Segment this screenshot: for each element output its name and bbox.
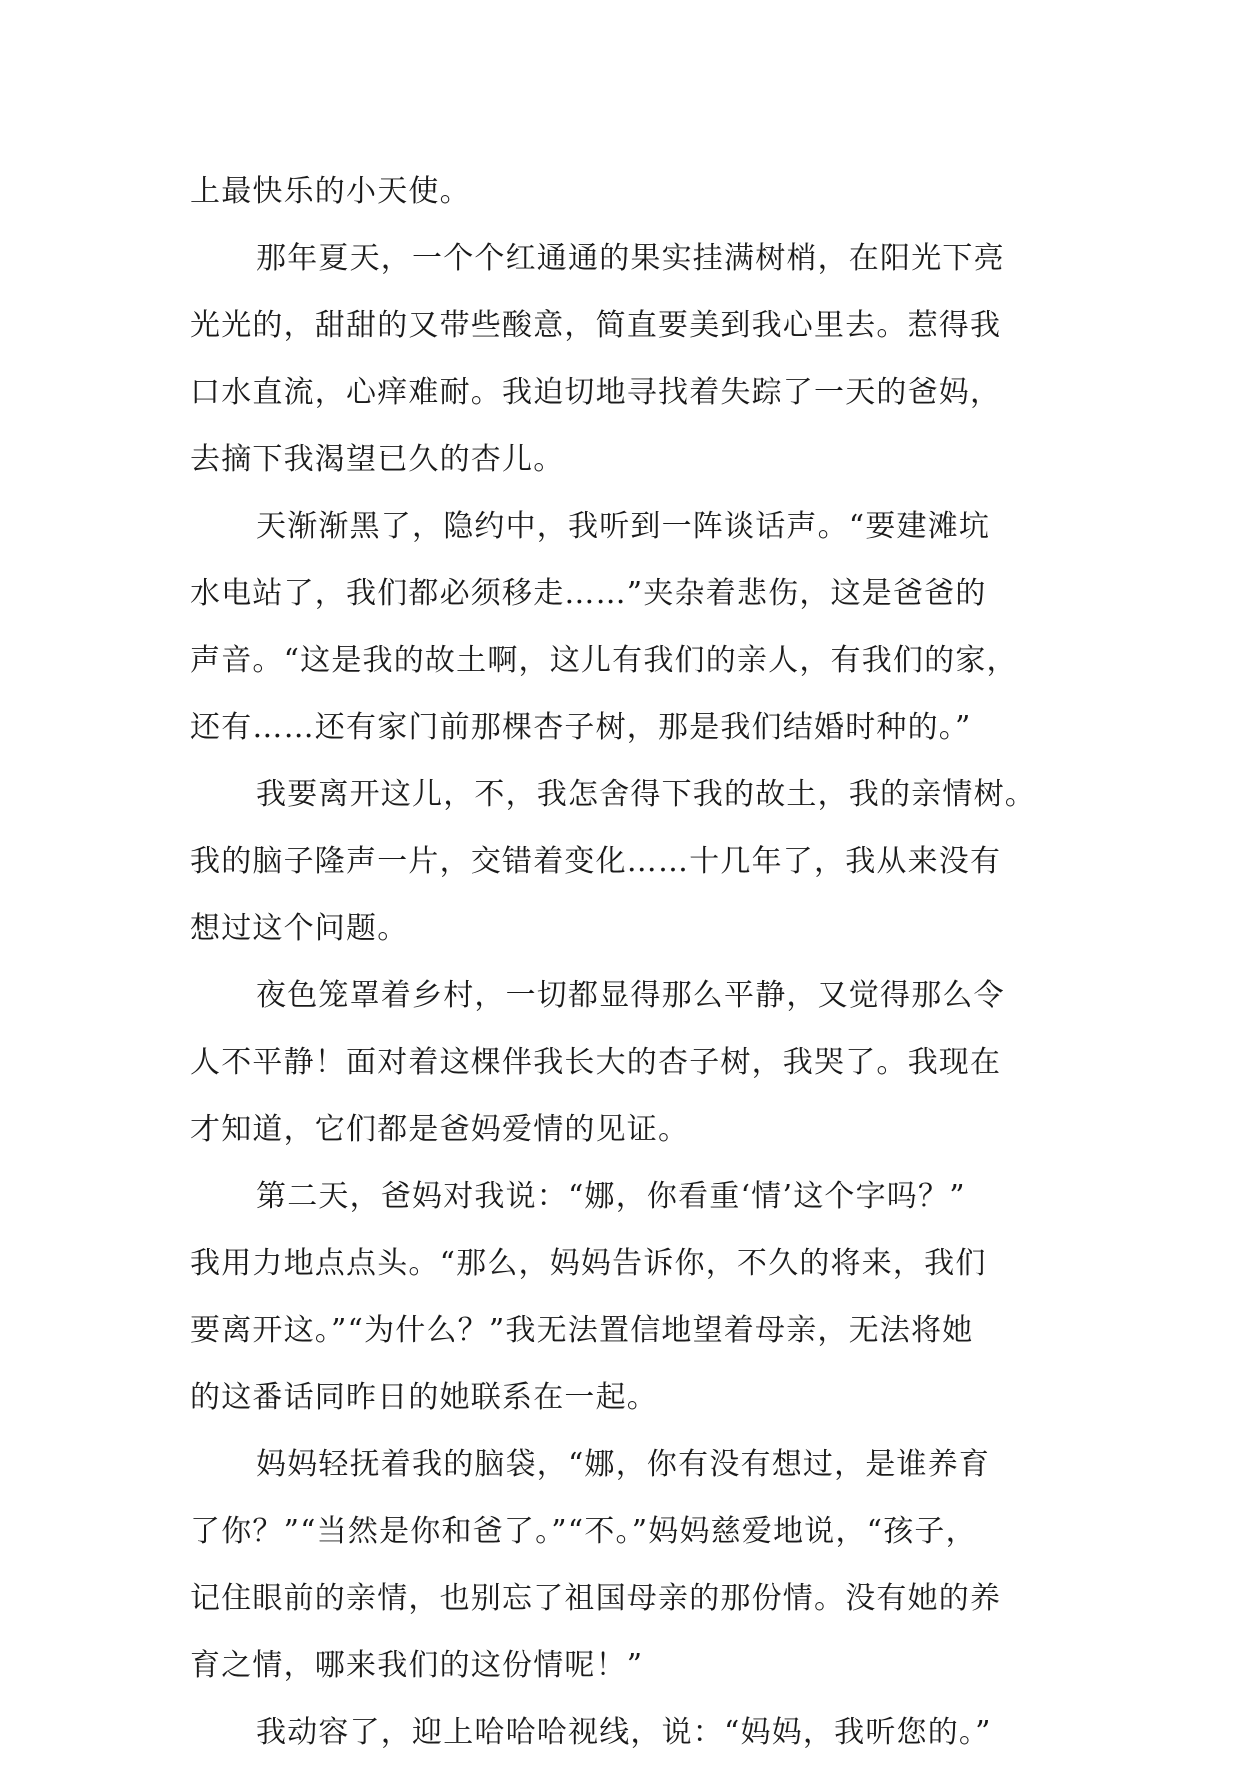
text-line: 育之情，哪来我们的这份情呢！” (190, 1648, 644, 1683)
text-line: 光光的，甜甜的又带些酸意，简直要美到我心里去。惹得我 (190, 308, 1002, 343)
text-line: 记住眼前的亲情，也别忘了祖国母亲的那份情。没有她的养 (190, 1581, 1002, 1616)
text-line: 才知道，它们都是爸妈爱情的见证。 (190, 1112, 690, 1147)
text-line: 了你？”“当然是你和爸了。”“不。”妈妈慈爱地说，“孩子， (190, 1514, 977, 1549)
text-line: 人不平静！面对着这棵伴我长大的杏子树，我哭了。我现在 (190, 1045, 1002, 1080)
text-line: 声音。“这是我的故土啊，这儿有我们的亲人，有我们的家， (190, 643, 1018, 678)
text-line: 夜色笼罩着乡村，一切都显得那么平静，又觉得那么令 (256, 978, 1005, 1013)
text-line: 那年夏天，一个个红通通的果实挂满树梢，在阳光下亮 (256, 241, 1005, 276)
text-line: 第二天，爸妈对我说：“娜，你看重‘情’这个字吗？” (256, 1179, 966, 1214)
text-line: 的这番话同昨日的她联系在一起。 (190, 1380, 658, 1415)
text-line: 水电站了，我们都必须移走……”夹杂着悲伤，这是爸爸的 (190, 576, 987, 611)
text-line: 我的脑子隆声一片，交错着变化……十几年了，我从来没有 (190, 844, 1002, 879)
text-line: 妈妈轻抚着我的脑袋，“娜，你有没有想过，是谁养育 (256, 1447, 991, 1482)
text-line: 我用力地点点头。“那么，妈妈告诉你，不久的将来，我们 (190, 1246, 987, 1281)
text-line: 我动容了，迎上哈哈哈视线，说：“妈妈，我听您的。” (256, 1715, 992, 1750)
body-text (190, 158, 1060, 1766)
text-line: 我要离开这儿，不，我怎舍得下我的故土，我的亲情树。 (256, 777, 1036, 812)
text-line: 口水直流，心痒难耐。我迫切地寻找着失踪了一天的爸妈， (190, 375, 1002, 410)
text-line: 要离开这。”“为什么？”我无法置信地望着母亲，无法将她 (190, 1313, 974, 1348)
text-line: 上最快乐的小天使。 (190, 174, 471, 209)
text-line: 去摘下我渴望已久的杏儿。 (190, 442, 565, 477)
text-line: 天渐渐黑了，隐约中，我听到一阵谈话声。“要建滩坑 (256, 509, 991, 544)
text-line: 想过这个问题。 (190, 911, 409, 946)
text-line: 还有……还有家门前那棵杏子树，那是我们结婚时种的。” (190, 710, 972, 745)
